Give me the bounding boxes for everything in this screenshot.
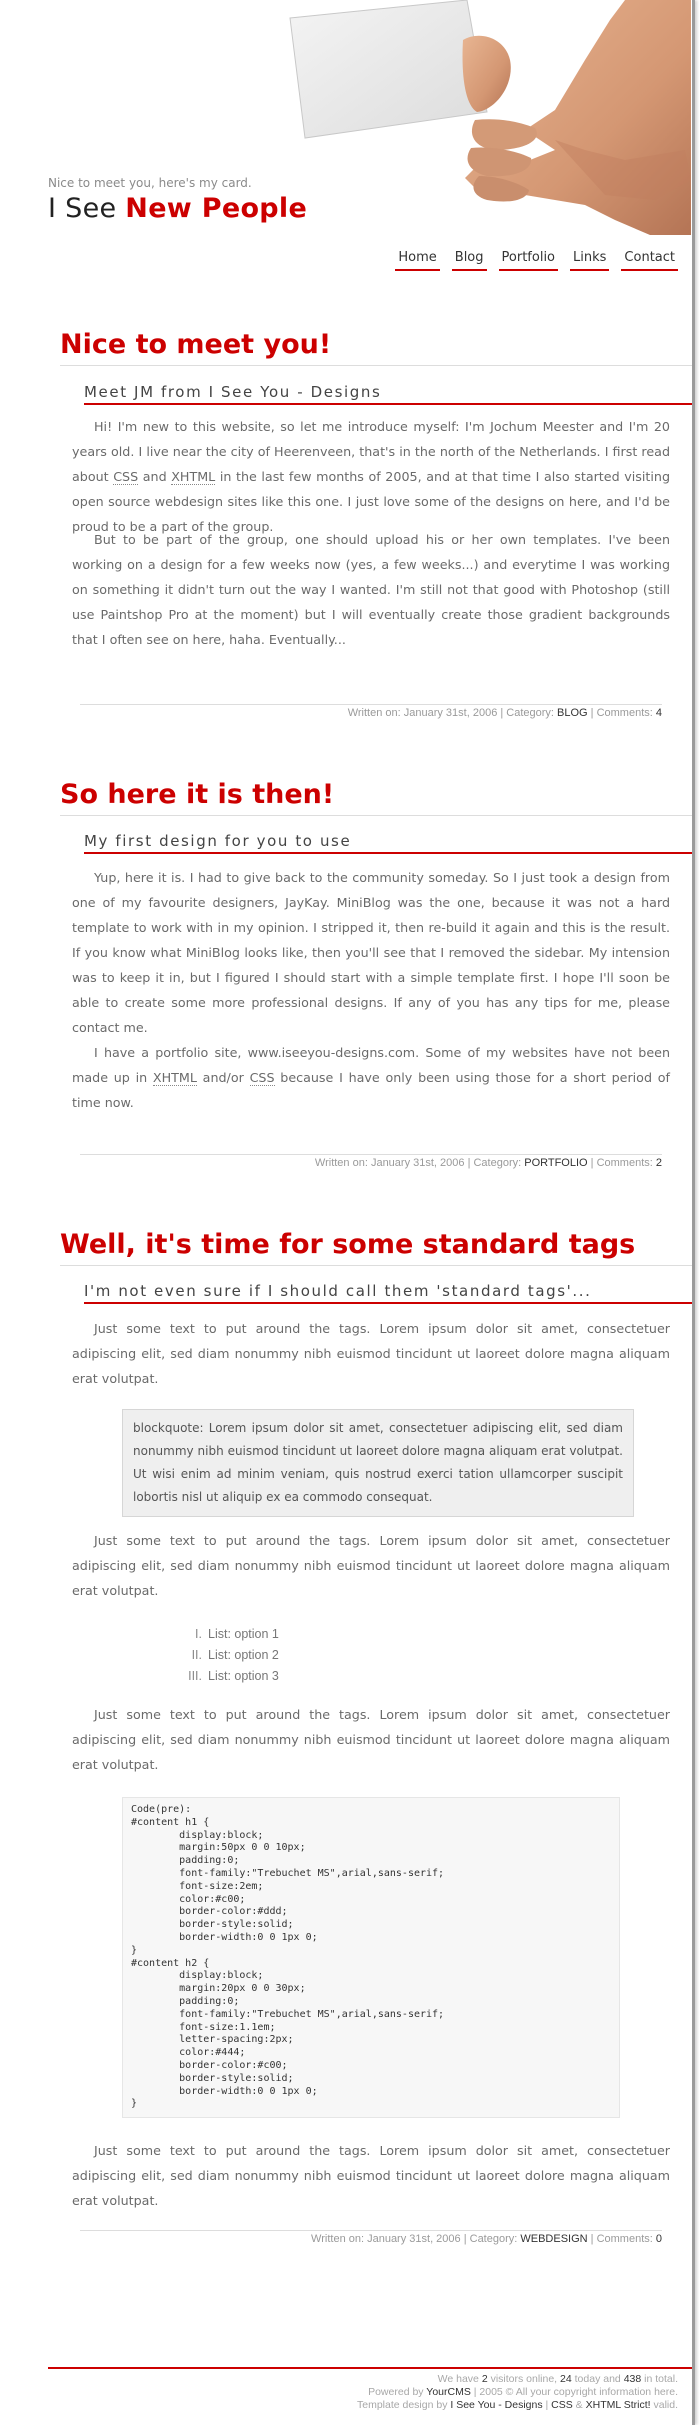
text: & — [572, 2399, 586, 2411]
text: Template design by — [356, 2399, 451, 2411]
category-link[interactable]: PORTFOLIO — [524, 1157, 588, 1169]
nav-portfolio[interactable]: Portfolio — [499, 250, 558, 271]
text: and/or — [196, 1070, 250, 1085]
footer-divider — [48, 2367, 692, 2369]
text: because I have only been using those for a short period of time now. — [72, 1070, 670, 1110]
list-number: II. — [191, 1648, 202, 1662]
css-abbr[interactable]: CSS — [113, 469, 139, 484]
post-paragraph: Just some text to put around the tags. Lorem ipsum dolor sit amet, consectetuer adipiscing elit, sed diam nonummy nibh euismod tincidunt ut laoreet dolore magna aliquam erat volutpat. — [72, 1321, 670, 1386]
meta-written: Written on: January 31st, 2006 | Category: — [311, 2233, 521, 2245]
code-block: Code(pre): #content h1 { display:block; margin:50px 0 0 10px; padding:0; font-family:"Trebuchet MS",arial,sans-serif; font-size:2em; color:#c00; border-color:#ddd; border-style:solid; border-width:0 0 1px 0; } #content h2 { display:block; margin:20px 0 0 30px; padding:0; font-family:"Trebuchet MS",arial,sans-serif; font-size:1.1em; letter-spacing:2px; color:#444; border-color:#c00; border-style:solid; border-width:0 0 1px 0; } — [122, 1797, 620, 2118]
post-paragraph: Just some text to put around the tags. Lorem ipsum dolor sit amet, consectetuer adipiscing elit, sed diam nonummy nibh euismod tincidunt ut laoreet dolore magna aliquam erat volutpat. — [72, 1533, 670, 1598]
nav-home[interactable]: Home — [395, 250, 439, 271]
meta-comments-label: | Comments: — [587, 1157, 656, 1169]
list-text: List: option 3 — [208, 1669, 279, 1683]
xhtml-abbr[interactable]: XHTML — [152, 1070, 197, 1085]
blockquote: blockquote: Lorem ipsum dolor sit amet, consectetuer adipiscing elit, sed diam nonummy nibh euismod tincidunt ut laoreet dolore magna aliquam erat volutpat. Ut wisi enim ad minim veniam, quis nostrud exerci tation ullamcorper suscipit lobortis nisl ut aliquip ex ea commodo consequat. — [122, 1409, 634, 1517]
post-subtitle: Meet JM from I See You - Designs — [84, 383, 692, 405]
visitors-online: 2 — [481, 2373, 488, 2385]
nav-contact[interactable]: Contact — [621, 250, 678, 271]
nav-blog[interactable]: Blog — [452, 250, 487, 271]
post-paragraph: Just some text to put around the tags. Lorem ipsum dolor sit amet, consectetuer adipiscing elit, sed diam nonummy nibh euismod tincidunt ut laoreet dolore magna aliquam erat volutpat. — [72, 2143, 670, 2208]
post-title: So here it is then! — [60, 779, 692, 816]
text: in total. — [641, 2373, 678, 2385]
post-paragraph: Yup, here it is. I had to give back to the community someday. So I just took a design from one of my favourite designers, JayKay. MiniBlog was the one, because it was not a hard template to work with in my opinion. I stripped it, then re-build it again and this is the result. If you know what MiniBlog looks like, then you'll see that I removed the sidebar. My intension was to keep it in, but I figured I should start with a simple template first. I hope I'll soon be able to create some more professional designs. If any of you has any tips for me, please contact me. — [72, 870, 670, 1035]
site-title[interactable] — [48, 193, 307, 224]
post-paragraph: But to be part of the group, one should upload his or her own templates. I've been working on a design for a few weeks now (yes, a few weeks...) and everytime I was working on something it didn't turn out the way I wanted. I'm still not that good with Photoshop (still use Paintshop Pro at the moment) but I will eventually create those gradient backgrounds that I often see on here, haha. Eventually... — [72, 532, 670, 647]
list-item — [180, 1624, 279, 1645]
meta-comments-label: | Comments: — [587, 2233, 656, 2245]
post-paragraph — [72, 1040, 670, 1115]
list-item — [180, 1645, 279, 1666]
visitors-today: 24 — [560, 2373, 572, 2385]
post-meta — [80, 2230, 662, 2245]
text: visitors online, — [487, 2373, 561, 2385]
meta-written: Written on: January 31st, 2006 | Category: — [347, 707, 558, 719]
post-subtitle: I'm not even sure if I should call them 'standard tags'... — [84, 1282, 692, 1304]
post-paragraph — [72, 414, 670, 539]
footer-credits — [357, 2399, 678, 2412]
text: in the last few months of 2005, and at that time I also started visiting open source webdesign sites like this one. I just love some of the designs on here, and I'd be proud to be a part of the group. — [72, 469, 670, 534]
main-nav — [395, 250, 678, 271]
visitors-total: 438 — [623, 2373, 642, 2385]
site-title-prefix: I See — [48, 193, 126, 224]
list-item — [180, 1666, 279, 1687]
text: We have — [437, 2373, 482, 2385]
css-abbr[interactable]: CSS — [249, 1070, 275, 1085]
text: and — [138, 469, 172, 484]
post-title: Well, it's time for some standard tags — [60, 1229, 692, 1266]
post-meta — [80, 704, 662, 719]
roman-list — [180, 1624, 279, 1687]
text: Hi! I'm new to this website, so let me introduce myself: I'm Jochum Meester and I'm 20 years old. I live near the city of Heerenveen, that's in the north of the Netherlands. I first read about — [72, 419, 670, 484]
text: today and — [571, 2373, 624, 2385]
comments-link[interactable]: 2 — [655, 1157, 662, 1169]
list-number: I. — [195, 1627, 202, 1641]
list-number: III. — [188, 1669, 202, 1683]
comments-link[interactable]: 4 — [655, 707, 662, 719]
post-paragraph: Just some text to put around the tags. Lorem ipsum dolor sit amet, consectetuer adipiscing elit, sed diam nonummy nibh euismod tincidunt ut laoreet dolore magna aliquam erat volutpat. — [72, 1707, 670, 1772]
footer-powered — [368, 2386, 678, 2399]
site-title-highlight: New People — [125, 193, 308, 224]
meta-written: Written on: January 31st, 2006 | Category: — [314, 1157, 525, 1169]
xhtml-abbr[interactable]: XHTML — [171, 469, 216, 484]
post-title: Nice to meet you! — [60, 329, 692, 366]
category-link[interactable]: WEBDESIGN — [520, 2233, 588, 2245]
text: valid. — [650, 2399, 678, 2411]
post-meta — [80, 1154, 662, 1169]
comments-link[interactable]: 0 — [655, 2233, 662, 2245]
nav-links[interactable]: Links — [570, 250, 609, 271]
xhtml-valid-link[interactable]: XHTML Strict! — [585, 2399, 651, 2411]
text: | 2005 © All your copyright information here. — [470, 2386, 678, 2398]
css-valid-link[interactable]: CSS — [551, 2399, 573, 2411]
text: I have a portfolio site, www.iseeyou-designs.com. Some of my websites have not been made up in — [72, 1045, 670, 1085]
meta-comments-label: | Comments: — [587, 707, 656, 719]
site-tagline: Nice to meet you, here's my card. — [48, 176, 252, 190]
footer-visitors — [438, 2373, 678, 2386]
cms-link[interactable]: YourCMS — [426, 2386, 471, 2398]
text: Powered by — [368, 2386, 427, 2398]
list-text: List: option 1 — [208, 1627, 279, 1641]
text: | — [542, 2399, 552, 2411]
designer-link[interactable]: I See You - Designs — [450, 2399, 543, 2411]
post-subtitle: My first design for you to use — [84, 832, 692, 854]
list-text: List: option 2 — [208, 1648, 279, 1662]
category-link[interactable]: BLOG — [557, 707, 588, 719]
